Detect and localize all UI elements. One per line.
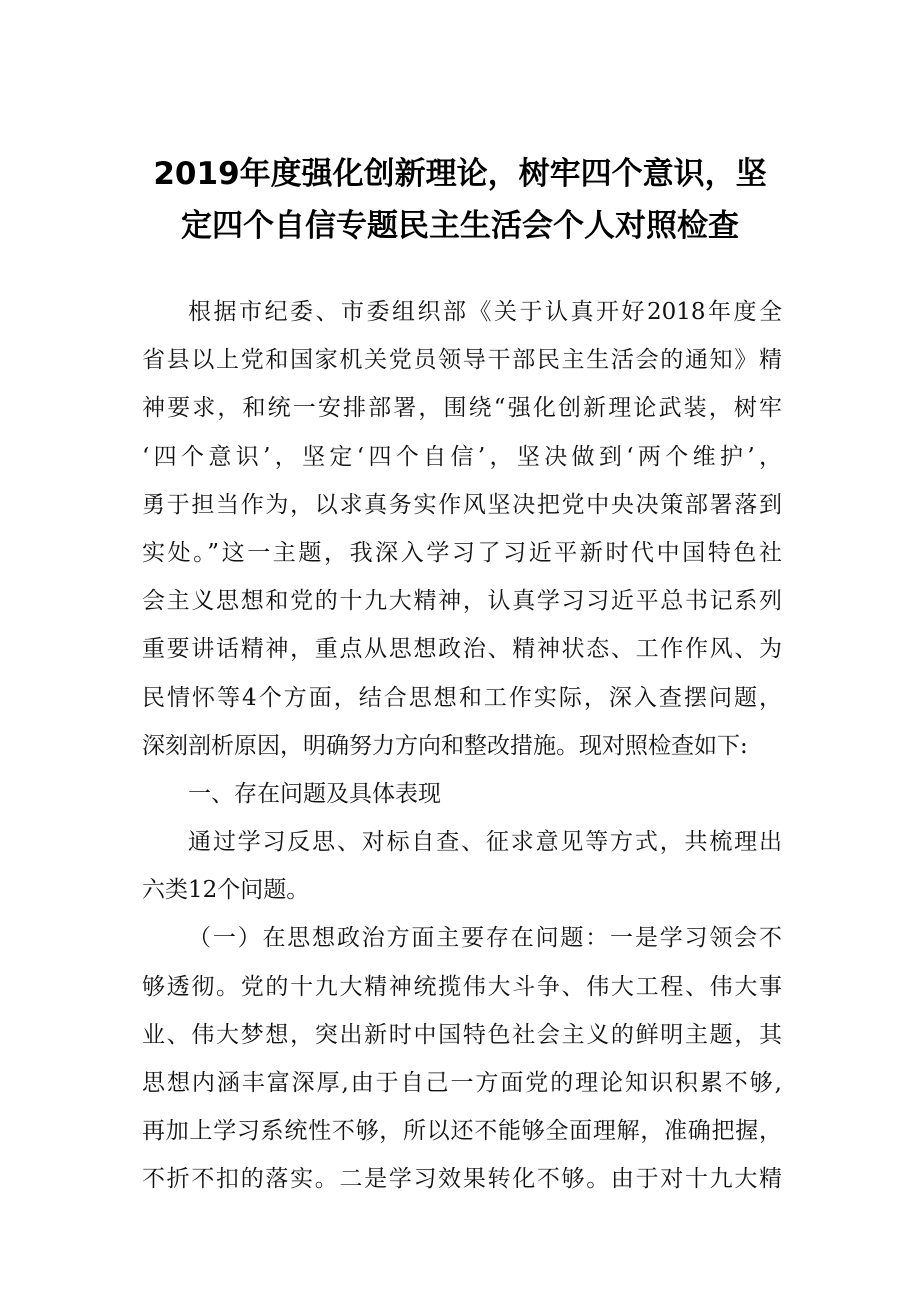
paragraph-line: 思想内涵丰富深厚,由于自己一方面党的理论知识积累不够,: [142, 1070, 782, 1096]
paragraph-line: 够透彻。党的十九大精神统揽伟大斗争、伟大工程、伟大事: [142, 973, 782, 1000]
paragraph-line: 会主义思想和党的十九大精神，认真学习习近平总书记系列: [142, 588, 782, 615]
title-line-1: 2019年度强化创新理论，树牢四个意识，坚: [153, 156, 767, 192]
paragraph-line: 根据市纪委、市委组织部《关于认真开好2018年度全: [188, 299, 782, 325]
paragraph-line: 再加上学习系统性不够，所以还不能够全面理解，准确把握，: [142, 1118, 782, 1145]
paragraph-line: 省县以上党和国家机关党员领导干部民主生活会的通知》精: [142, 347, 782, 374]
paragraph-line: 实处。”这一主题，我深入学习了习近平新时代中国特色社: [142, 539, 782, 566]
paragraph-line: 勇于担当作为，以求真务实作风坚决把党中央决策部署落到: [142, 491, 782, 518]
document-title: [0, 148, 920, 252]
paragraph-line: 通过学习反思、对标自查、征求意见等方式，共梳理出: [188, 829, 782, 856]
paragraph-line: 深刻剖析原因，明确努力方向和整改措施。现对照检查如下:: [142, 732, 748, 759]
title-line-2: 定四个自信专题民主生活会个人对照检查: [181, 208, 739, 244]
paragraph-line: 六类12个问题。: [142, 877, 310, 904]
paragraph-line: ‘四个意识’，坚定‘四个自信’，坚决做到‘两个维护’，: [142, 443, 782, 470]
paragraph-line: 神要求，和统一安排部署，围绕“强化创新理论武装，树牢: [142, 395, 782, 422]
paragraph-line: （一）在思想政治方面主要存在问题：一是学习领会不: [188, 925, 782, 952]
paragraph-line: 重要讲话精神，重点从思想政治、精神状态、工作作风、为: [142, 636, 782, 663]
paragraph-line: 民情怀等4个方面，结合思想和工作实际，深入查摆问题，: [142, 684, 782, 711]
document-body: [142, 288, 782, 1204]
paragraph-line: 业、伟大梦想，突出新时中国特色社会主义的鲜明主题，其: [142, 1021, 782, 1048]
paragraph-line: 不折不扣的落实。二是学习效果转化不够。由于对十九大精: [142, 1166, 782, 1193]
section-heading: 一、存在问题及具体表现: [188, 780, 441, 807]
